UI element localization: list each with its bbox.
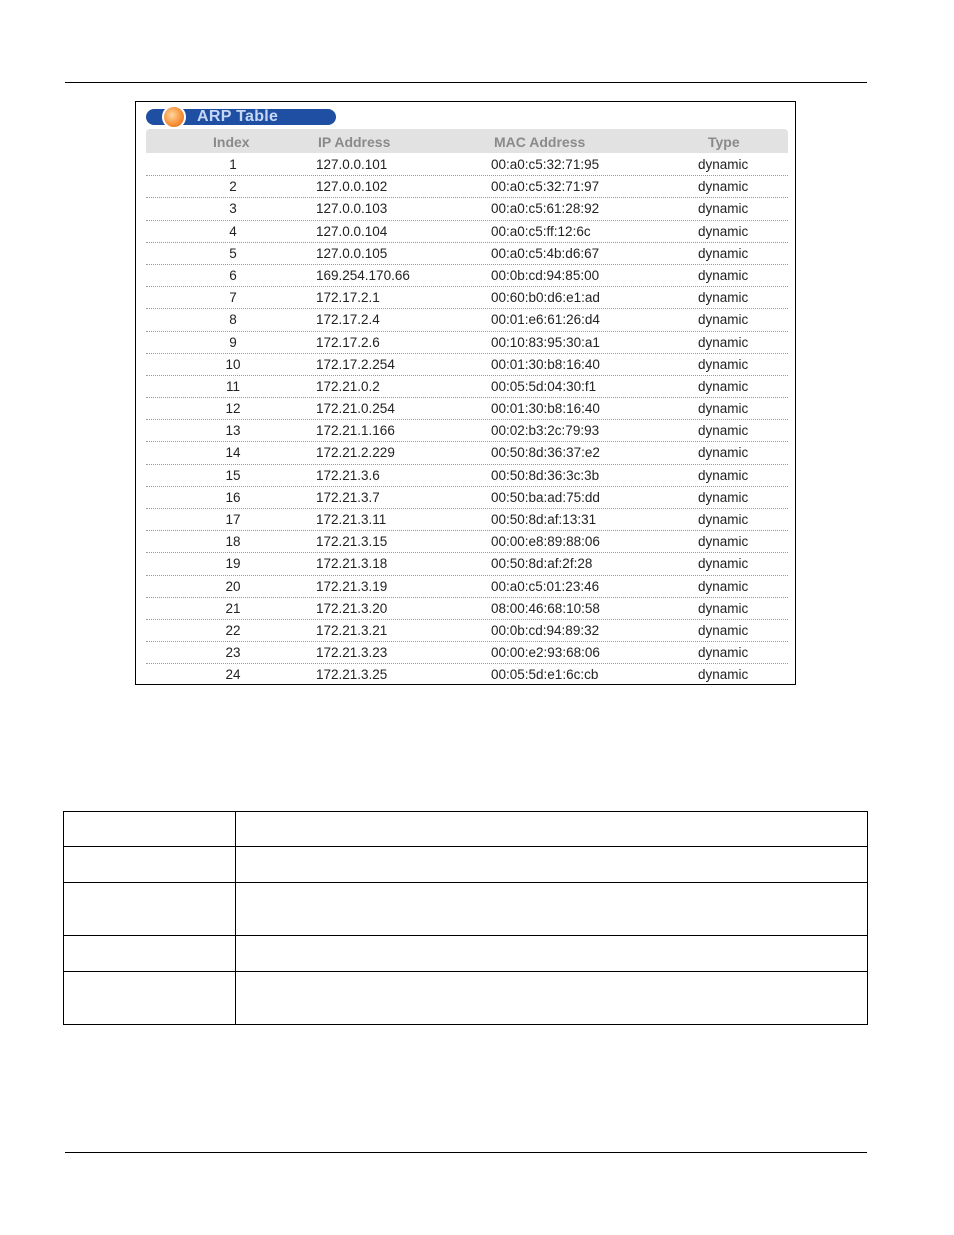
cell-ip-address: 127.0.0.104 [316,223,388,239]
cell-ip-address: 169.254.170.66 [316,267,410,283]
cell-mac-address: 00:05:5d:04:30:f1 [491,378,597,394]
arp-table-screenshot [135,101,796,685]
table-row [146,420,788,442]
cell-type: dynamic [698,378,749,394]
cell-mac-address: 00:a0:c5:61:28:92 [491,201,600,217]
cell-mac-address: 00:50:8d:36:3c:3b [491,467,600,483]
cell-index: 22 [225,622,241,638]
cell-index: 23 [225,645,241,661]
cell-type: dynamic [698,556,749,572]
cell-mac-address: 00:0b:cd:94:85:00 [491,267,600,283]
cell-index: 17 [225,512,241,527]
description-row [64,812,868,847]
label-cell [64,812,236,847]
cell-mac-address: 00:a0:c5:ff:12:6c [491,223,591,239]
cell-type: dynamic [698,512,749,527]
cell-index: 7 [229,290,237,306]
cell-type: dynamic [698,267,749,283]
cell-mac-address: 00:10:83:95:30:a1 [491,334,600,350]
description-cell [236,972,868,1025]
cell-index: 4 [229,223,237,239]
cell-mac-address: 00:05:5d:e1:6c:cb [491,667,599,683]
cell-index: 20 [225,578,241,594]
cell-type: dynamic [698,290,749,306]
table-row [146,487,788,509]
cell-mac-address: 00:50:8d:af:13:31 [491,512,597,527]
cell-index: 12 [225,401,241,417]
cell-index: 14 [225,445,241,461]
table-row [146,398,788,420]
cell-ip-address: 172.21.3.19 [316,578,388,594]
cell-index: 3 [229,201,237,217]
label-cell [64,972,236,1025]
cell-type: dynamic [698,667,749,683]
table-row [146,376,788,398]
table-row [146,509,788,531]
cell-type: dynamic [698,600,749,616]
cell-ip-address: 172.17.2.4 [316,312,380,328]
cell-index: 6 [229,267,237,283]
cell-mac-address: 00:00:e2:93:68:06 [491,645,600,661]
description-cell [236,847,868,883]
cell-mac-address: 00:0b:cd:94:89:32 [491,622,600,638]
field-description-table [63,811,868,1025]
cell-index: 13 [225,423,241,439]
cell-type: dynamic [698,356,749,372]
table-row [146,442,788,464]
column-header-type: Type [708,134,740,150]
label-cell [64,936,236,972]
table-row [146,576,788,598]
cell-mac-address: 00:a0:c5:32:71:97 [491,179,600,195]
arp-table-title: ARP Table [197,108,279,125]
arp-table-header [146,129,788,153]
cell-index: 15 [225,467,241,483]
table-row [146,287,788,309]
cell-ip-address: 172.21.3.7 [316,489,380,505]
table-row [146,620,788,642]
table-row [146,154,788,176]
cell-mac-address: 00:01:e6:61:26:d4 [491,312,600,328]
cell-ip-address: 127.0.0.103 [316,201,388,217]
cell-type: dynamic [698,489,749,505]
description-row [64,847,868,883]
cell-ip-address: 172.21.0.254 [316,401,395,417]
cell-type: dynamic [698,578,749,594]
table-row [146,265,788,287]
table-row [146,176,788,198]
table-row [146,553,788,575]
description-cell [236,883,868,936]
cell-mac-address: 00:50:8d:af:2f:28 [491,556,593,572]
table-row [146,598,788,620]
cell-index: 9 [229,334,237,350]
cell-mac-address: 00:02:b3:2c:79:93 [491,423,600,439]
table-row [146,243,788,265]
label-cell [64,847,236,883]
orange-circle-icon [162,105,186,129]
cell-mac-address: 00:50:ba:ad:75:dd [491,489,600,505]
table-row [146,664,788,685]
cell-index: 16 [225,489,241,505]
cell-index: 11 [225,378,240,394]
cell-ip-address: 172.17.2.6 [316,334,380,350]
cell-ip-address: 127.0.0.102 [316,179,388,195]
cell-type: dynamic [698,245,749,261]
table-row [146,221,788,243]
cell-type: dynamic [698,445,749,461]
cell-index: 24 [225,667,241,683]
cell-ip-address: 172.21.0.2 [316,378,380,394]
cell-ip-address: 172.21.3.18 [316,556,388,572]
cell-ip-address: 172.21.1.166 [316,423,395,439]
arp-table-body [146,154,788,685]
cell-ip-address: 172.17.2.254 [316,356,395,372]
page-footer-rule [65,1152,867,1153]
cell-index: 18 [225,534,241,550]
cell-mac-address: 00:a0:c5:32:71:95 [491,157,600,172]
cell-ip-address: 172.21.3.11 [316,512,387,527]
table-row [146,354,788,376]
cell-ip-address: 172.21.3.20 [316,600,388,616]
cell-index: 2 [229,179,237,195]
cell-type: dynamic [698,157,749,172]
cell-mac-address: 00:50:8d:36:37:e2 [491,445,600,461]
description-row [64,936,868,972]
cell-type: dynamic [698,312,749,328]
cell-mac-address: 00:01:30:b8:16:40 [491,356,600,372]
page-header-rule [65,82,867,83]
cell-type: dynamic [698,423,749,439]
table-row [146,642,788,664]
column-header-ip-address: IP Address [318,134,391,150]
cell-index: 19 [225,556,241,572]
arp-table-title-bar [146,109,336,125]
column-header-mac-address: MAC Address [494,134,586,150]
cell-type: dynamic [698,645,749,661]
table-row [146,309,788,331]
cell-ip-address: 127.0.0.105 [316,245,388,261]
cell-mac-address: 00:a0:c5:01:23:46 [491,578,600,594]
cell-ip-address: 172.21.3.23 [316,645,388,661]
label-cell [64,883,236,936]
cell-mac-address: 08:00:46:68:10:58 [491,600,600,616]
cell-ip-address: 172.17.2.1 [316,290,380,306]
cell-index: 21 [225,600,241,616]
column-header-index: Index [213,134,250,150]
cell-index: 8 [229,312,237,328]
cell-type: dynamic [698,179,749,195]
table-row [146,531,788,553]
cell-index: 1 [229,157,237,172]
cell-index: 10 [225,356,241,372]
cell-type: dynamic [698,223,749,239]
cell-ip-address: 172.21.3.25 [316,667,388,683]
description-cell [236,812,868,847]
cell-ip-address: 172.21.2.229 [316,445,395,461]
cell-ip-address: 172.21.3.21 [316,622,388,638]
cell-mac-address: 00:a0:c5:4b:d6:67 [491,245,600,261]
cell-type: dynamic [698,201,749,217]
description-row [64,883,868,936]
cell-index: 5 [229,245,237,261]
cell-type: dynamic [698,622,749,638]
cell-type: dynamic [698,334,749,350]
cell-type: dynamic [698,534,749,550]
cell-type: dynamic [698,401,749,417]
table-row [146,465,788,487]
cell-ip-address: 172.21.3.6 [316,467,380,483]
table-row [146,198,788,220]
cell-ip-address: 127.0.0.101 [316,157,388,172]
description-row [64,972,868,1025]
cell-type: dynamic [698,467,749,483]
table-row [146,332,788,354]
cell-ip-address: 172.21.3.15 [316,534,388,550]
cell-mac-address: 00:00:e8:89:88:06 [491,534,600,550]
description-cell [236,936,868,972]
cell-mac-address: 00:01:30:b8:16:40 [491,401,600,417]
cell-mac-address: 00:60:b0:d6:e1:ad [491,290,600,306]
